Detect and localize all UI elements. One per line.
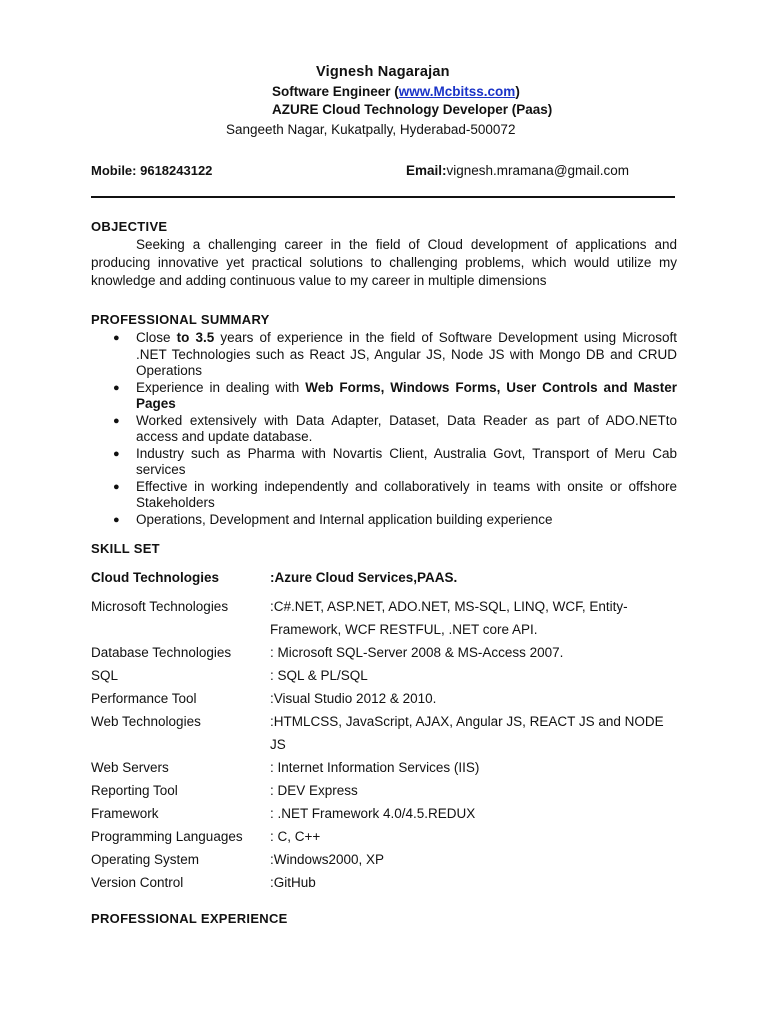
skill-key: Framework <box>91 806 159 821</box>
skill-value: : C, C++ <box>270 829 321 844</box>
skill-key: Operating System <box>91 852 200 867</box>
summary-text: Close <box>136 330 177 345</box>
email-line <box>406 163 629 178</box>
skill-row <box>91 664 691 687</box>
bullet-icon: ● <box>113 480 120 493</box>
objective-heading: OBJECTIVE <box>91 219 168 234</box>
skill-value: : Internet Information Services (IIS) <box>270 760 480 775</box>
objective-text <box>91 236 677 290</box>
bullet-icon: ● <box>113 414 120 427</box>
skill-value: :Azure Cloud Services,PAAS. <box>270 570 458 585</box>
summary-item <box>91 330 677 380</box>
skill-row <box>91 871 691 894</box>
skill-row <box>91 595 691 641</box>
skill-row <box>91 641 691 664</box>
header-divider <box>91 196 675 198</box>
summary-text: Operations, Development and Internal application building experience <box>136 511 553 527</box>
job-subtitle: AZURE Cloud Technology Developer (Paas) <box>272 102 553 117</box>
objective-body: Seeking a challenging career in the field of Cloud development of applications and producing innovative yet practical solutions to challenging problems, which would utilize my knowledge and adding continuous value to my career in multiple dimensions <box>91 237 677 288</box>
job-title-suffix: ) <box>515 84 520 99</box>
summary-item <box>91 479 677 512</box>
skill-value: :GitHub <box>270 875 316 890</box>
summary-item <box>91 512 677 529</box>
summary-bold-text: Web Forms, Windows Forms, User Controls and Master Pages <box>136 379 677 411</box>
website-link[interactable]: www.Mcbitss.com <box>398 84 516 99</box>
summary-text: Worked extensively with Data Adapter, Dataset, Data Reader as part of ADO.NETto access and update database. <box>136 412 677 444</box>
skill-row <box>91 802 691 825</box>
summary-item <box>91 413 677 446</box>
skill-key: Database Technologies <box>91 645 232 660</box>
summary-text: Industry such as Pharma with Novartis Client, Australia Govt, Transport of Meru Cab services <box>136 445 677 477</box>
skill-key: Cloud Technologies <box>91 570 219 585</box>
skill-key: Reporting Tool <box>91 783 178 798</box>
skill-row <box>91 687 691 710</box>
skill-value: :Visual Studio 2012 & 2010. <box>270 691 437 706</box>
candidate-name: Vignesh Nagarajan <box>316 64 450 80</box>
skillset-heading: SKILL SET <box>91 541 160 556</box>
skill-key: SQL <box>91 668 119 683</box>
skill-value: : .NET Framework 4.0/4.5.REDUX <box>270 806 476 821</box>
skill-key: Microsoft Technologies <box>91 599 229 614</box>
summary-heading: PROFESSIONAL SUMMARY <box>91 312 270 327</box>
summary-text: Experience in dealing with <box>136 379 306 395</box>
skill-table <box>91 566 691 894</box>
skill-key: Web Technologies <box>91 714 201 729</box>
skill-key: Performance Tool <box>91 691 197 706</box>
summary-bold-text: to 3.5 <box>176 330 215 345</box>
skill-key: Programming Languages <box>91 829 243 844</box>
summary-text-tail: years of experience in the field of Software Development using Microsoft .NET Technologies such as React JS, Angular JS, Node JS with Mongo DB and CRUD Operations <box>136 330 677 378</box>
skill-value: :C#.NET, ASP.NET, ADO.NET, MS-SQL, LINQ, WCF, Entity-Framework, WCF RESTFUL, .NET core API. <box>270 599 628 637</box>
skill-row <box>91 848 691 871</box>
skill-row <box>91 566 691 589</box>
bullet-icon: ● <box>113 381 120 394</box>
skill-value: : SQL & PL/SQL <box>270 668 368 683</box>
skill-value: : Microsoft SQL-Server 2008 & MS-Access 2007. <box>270 645 564 660</box>
email-address: vignesh.mramana@gmail.com <box>446 163 630 178</box>
skill-value: :HTMLCSS, JavaScript, AJAX, Angular JS, REACT JS and NODE JS <box>270 714 664 752</box>
skill-row <box>91 710 691 756</box>
summary-list <box>91 330 677 528</box>
skill-row <box>91 779 691 802</box>
summary-text: Effective in working independently and collaboratively in teams with onsite or offshore Stakeholders <box>136 478 677 510</box>
skill-row <box>91 756 691 779</box>
address: Sangeeth Nagar, Kukatpally, Hyderabad-500072 <box>226 122 516 137</box>
job-title <box>272 84 520 99</box>
summary-item <box>91 380 677 413</box>
skill-value: : DEV Express <box>270 783 358 798</box>
skill-value: :Windows2000, XP <box>270 852 385 867</box>
skill-key: Web Servers <box>91 760 169 775</box>
bullet-icon: ● <box>113 332 120 344</box>
job-title-prefix: Software Engineer ( <box>272 84 399 99</box>
skill-row <box>91 825 691 848</box>
mobile-number: Mobile: 9618243122 <box>91 163 213 178</box>
experience-heading: PROFESSIONAL EXPERIENCE <box>91 911 288 926</box>
bullet-icon: ● <box>113 447 120 460</box>
skill-key: Version Control <box>91 875 184 890</box>
email-label: Email: <box>406 163 447 178</box>
summary-item <box>91 446 677 479</box>
bullet-icon: ● <box>113 513 120 526</box>
